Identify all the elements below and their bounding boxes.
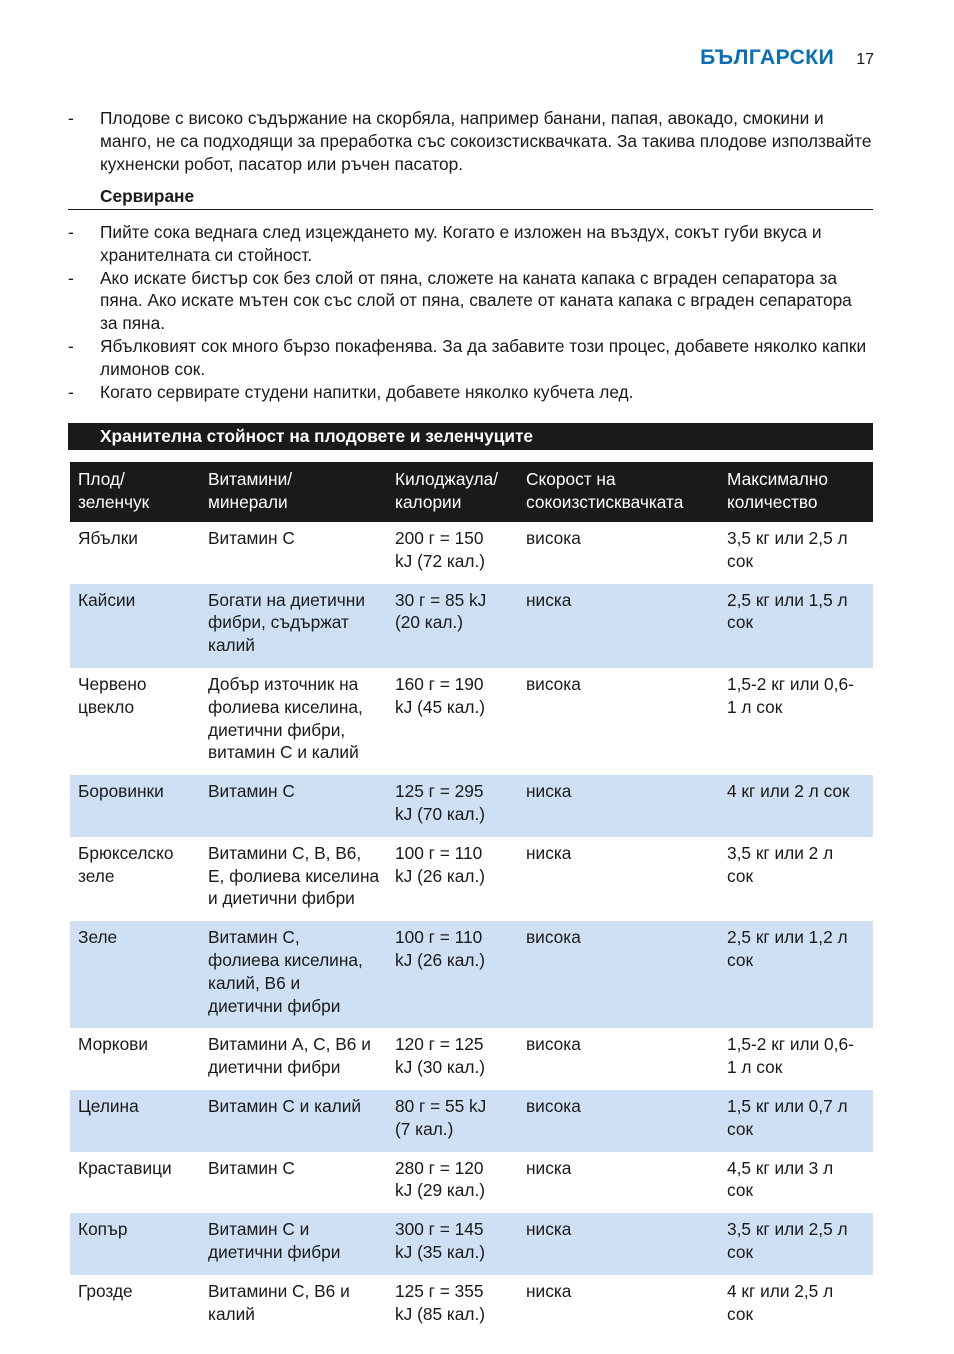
cell-speed: висока (526, 1034, 581, 1055)
serving-bullet-list (68, 221, 873, 403)
cell-speed: висока (526, 528, 581, 548)
nutrition-table (70, 462, 873, 1336)
cell-max-quantity: 4 кг или 2,5 л сок (727, 1280, 834, 1324)
cell-item: Червено цвекло (78, 673, 147, 717)
cell-item: Краставици (78, 1157, 172, 1178)
cell-energy: 160 г = 190 kJ (45 кал.) (395, 673, 486, 717)
cell-speed: ниска (526, 1280, 572, 1301)
bullet-item (68, 335, 873, 381)
cell-item: Копър (70, 1213, 200, 1275)
cell-item: Ябълки (78, 528, 138, 548)
cell-vitamins: Витамин С и диетични фибри (200, 1213, 387, 1275)
cell-energy: 100 г = 110 kJ (26 кал.) (387, 921, 518, 1028)
bullet-item (68, 267, 873, 335)
table-title: Хранителна стойност на плодовете и зеленчуците (68, 423, 873, 450)
column-header-energy: Килоджаула/ калории (387, 462, 518, 522)
cell-vitamins: Витамин С (200, 775, 387, 837)
bullet-text: Ако искате бистър сок без слой от пяна, сложете на каната капака с вграден сепаратора за пяна. Ако искате мътен сок със слой от пяна, свалете от каната капака с вграден сепаратора за пяна. (100, 267, 852, 334)
bullet-text: Ябълковият сок много бързо покафенява. За да забавите този процес, добавете няколко капки лимонов сок. (100, 335, 867, 379)
cell-item: Зеле (70, 921, 200, 1028)
cell-speed: ниска (518, 584, 719, 668)
cell-vitamins: Витамин С (208, 528, 295, 548)
table-header-row (70, 462, 873, 522)
column-header-item: Плод/ зеленчук (70, 462, 200, 522)
bullet-text: Когато сервирате студени напитки, добавете няколко кубчета лед. (100, 381, 634, 402)
intro-bullet-list (68, 107, 873, 175)
cell-item: Брюкселско зеле (78, 842, 174, 886)
column-header-speed: Скорост на сокоизстисквачката (518, 462, 719, 522)
cell-vitamins: Витамин С (208, 1157, 295, 1178)
bullet-text: Пийте сока веднага след изцеждането му. Когато е изложен на въздух, сокът губи вкуса и хранителната си стойност. (100, 222, 822, 265)
bullet-dash: - (68, 381, 74, 402)
cell-vitamins: Добър източник на фолиева киселина, диетични фибри, витамин С и калий (208, 673, 363, 763)
section-heading-serving: Сервиране (68, 186, 873, 210)
table-row (70, 1213, 873, 1275)
page-header (700, 46, 874, 70)
cell-max-quantity: 2,5 кг или 1,5 л сок (719, 584, 873, 668)
bullet-dash: - (68, 335, 74, 356)
table-row (70, 1028, 873, 1090)
cell-max-quantity: 4,5 кг или 3 л сок (727, 1157, 834, 1201)
cell-vitamins: Витамин С и калий (200, 1090, 387, 1152)
cell-energy: 125 г = 295 kJ (70 кал.) (387, 775, 518, 837)
bullet-item (68, 107, 873, 175)
bullet-dash: - (68, 267, 74, 288)
cell-speed: ниска (518, 1213, 719, 1275)
bullet-item (68, 221, 873, 267)
cell-max-quantity: 1,5-2 кг или 0,6- 1 л сок (727, 673, 854, 717)
cell-max-quantity: 2,5 кг или 1,2 л сок (719, 921, 873, 1028)
cell-item: Кайсии (70, 584, 200, 668)
cell-energy: 100 г = 110 kJ (26 кал.) (395, 842, 486, 886)
cell-speed: ниска (518, 775, 719, 837)
table-row (70, 775, 873, 837)
cell-vitamins: Витамини С, В6 и калий (208, 1280, 350, 1324)
table-row (70, 1152, 873, 1214)
bullet-dash: - (68, 222, 74, 242)
cell-vitamins: Витамини С, В, В6, Е, фолиева киселина и диетични фибри (208, 842, 380, 909)
cell-energy: 125 г = 355 kJ (85 кал.) (395, 1280, 486, 1324)
cell-vitamins: Богати на диетични фибри, съдържат калий (200, 584, 387, 668)
table-row (70, 522, 873, 584)
cell-item: Грозде (78, 1280, 133, 1301)
column-header-vitamins: Витамини/ минерали (200, 462, 387, 522)
table-row (70, 921, 873, 1028)
cell-speed: висока (518, 1090, 719, 1152)
table-row (70, 584, 873, 668)
cell-item: Целина (70, 1090, 200, 1152)
table-row (70, 1090, 873, 1152)
cell-max-quantity: 3,5 кг или 2,5 л сок (727, 528, 848, 571)
cell-energy: 280 г = 120 kJ (29 кал.) (395, 1157, 486, 1201)
cell-speed: ниска (526, 1157, 572, 1178)
column-header-max-quantity: Максимално количество (719, 462, 873, 522)
cell-vitamins: Витамини А, С, В6 и диетични фибри (208, 1034, 371, 1078)
cell-max-quantity: 3,5 кг или 2 л сок (727, 842, 834, 886)
table-row (70, 837, 873, 921)
cell-item: Моркови (78, 1034, 149, 1055)
cell-energy: 120 г = 125 kJ (30 кал.) (395, 1034, 486, 1078)
cell-energy: 200 г = 150 kJ (72 кал.) (395, 528, 486, 571)
bullet-item (68, 381, 873, 404)
cell-max-quantity: 1,5 кг или 0,7 л сок (719, 1090, 873, 1152)
language-label: БЪЛГАРСКИ (700, 46, 835, 69)
cell-max-quantity: 1,5-2 кг или 0,6- 1 л сок (727, 1034, 854, 1078)
bullet-text: Плодове с високо съдържание на скорбяла, например банани, папая, авокадо, смокини и манго, не са подходящи за преработка със сокоизстисквачката. За такива плодове използвайте кухненски робот, пасатор или ръчен пасатор. (100, 108, 872, 174)
cell-speed: висока (518, 921, 719, 1028)
cell-energy: 30 г = 85 kJ (20 кал.) (387, 584, 518, 668)
cell-item: Боровинки (70, 775, 200, 837)
bullet-dash: - (68, 108, 74, 128)
cell-energy: 80 г = 55 kJ (7 кал.) (387, 1090, 518, 1152)
page-number: 17 (856, 51, 874, 68)
cell-vitamins: Витамин С, фолиева киселина, калий, В6 и диетични фибри (200, 921, 387, 1028)
table-row (70, 668, 873, 775)
cell-speed: ниска (526, 842, 572, 863)
cell-energy: 300 г = 145 kJ (35 кал.) (387, 1213, 518, 1275)
cell-max-quantity: 4 кг или 2 л сок (719, 775, 873, 837)
cell-speed: висока (526, 673, 581, 694)
cell-max-quantity: 3,5 кг или 2,5 л сок (719, 1213, 873, 1275)
table-row (70, 1275, 873, 1337)
